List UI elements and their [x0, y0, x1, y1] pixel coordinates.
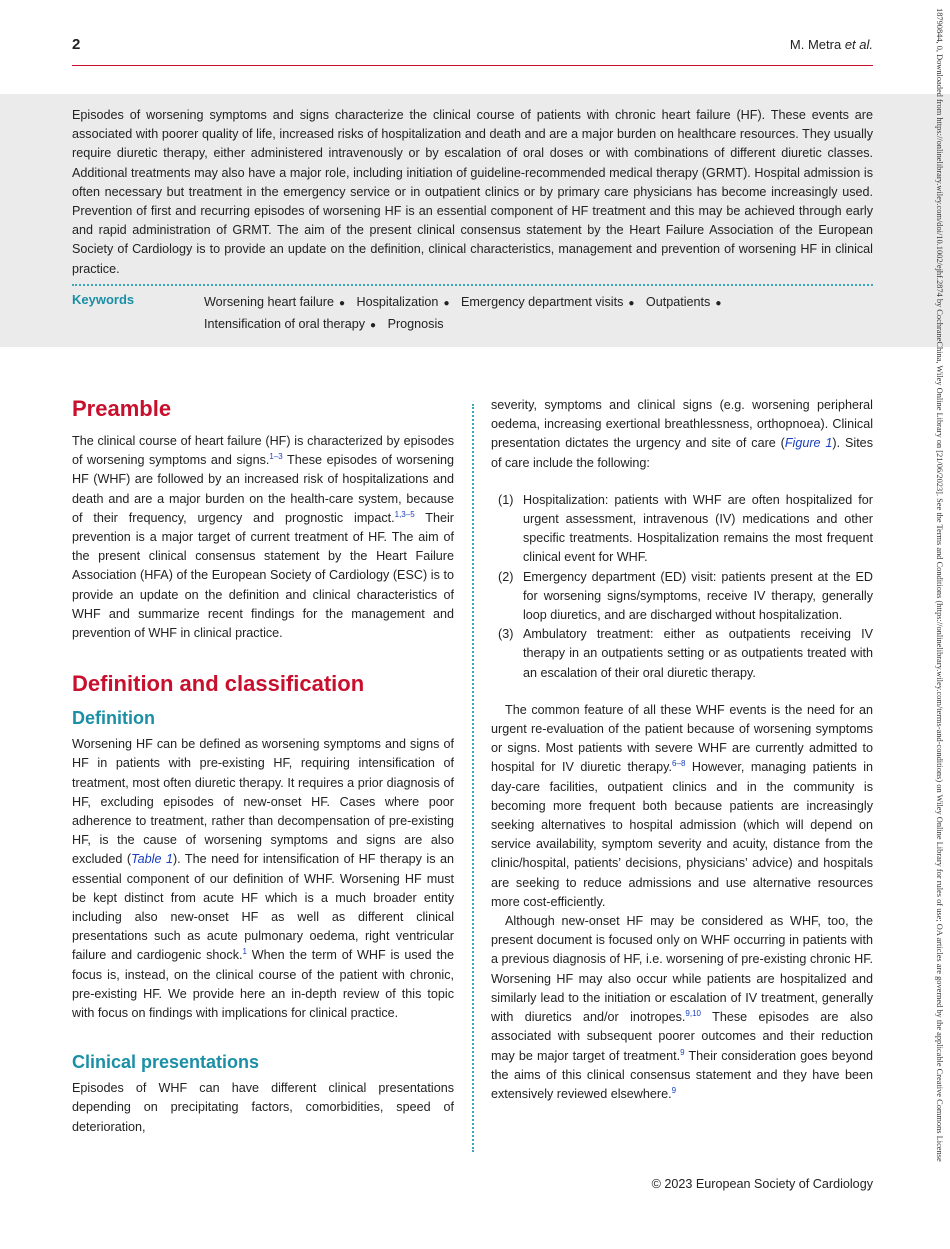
citation[interactable]: 1,3–5	[394, 509, 415, 519]
keywords-list	[204, 292, 824, 336]
keywords-label: Keywords	[72, 292, 135, 307]
bullet-icon: ●	[628, 298, 635, 309]
definition-classification-heading: Definition and classification	[72, 671, 365, 697]
download-side-note: 18790844, 0, Downloaded from https://onlinelibrary.wiley.com/doi/10.1002/ejhf.2874 by CochraneChina, Wiley Online Library on [21/06/2023]. See the Terms and Conditions (https://onlinelibrary.wiley.com/terms-and-conditions) on Wiley Online Library for rules of use; OA articles are governed by the applicable Creative Commons License	[935, 8, 944, 1162]
clinical-presentations-paragraph: Episodes of WHF can have different clinical presentations depending on precipitating factors, comorbidities, speed of deterioration,	[72, 1081, 454, 1134]
header-rule	[72, 65, 873, 66]
clinical-presentations-continued: severity, symptoms and clinical signs (e.g. worsening peripheral oedema, increasing exertional breathlessness, orthopnoea). Clinical presentation dictates the urgency and site of care (Figure 1). Sites of care include the following:	[491, 398, 873, 470]
preamble-paragraph: The clinical course of heart failure (HF) is characterized by episodes of worsening symptoms and signs.$^{1-3}$ These episodes of worsening HF (WHF) are followed by an increased risk of hospitalizations and death and are a major burden on the health-care system, because of their frequency, urgency and prognostic impact.$^{1,3-5}$ Their prevention is a major target of current treatment of HF. The aim of the present clinical consensus statement by the Heart Failure Association (HFA) of the European Society of Cardiology (ESC) is to provide an update on the definition and clinical characteristics of WHF and summarize recent findings for the management and prevention of WHF in clinical practice.	[72, 434, 454, 641]
citation[interactable]: 9,10	[685, 1008, 701, 1018]
bullet-icon: ●	[443, 298, 450, 309]
running-head	[790, 37, 873, 52]
page-number: 2	[72, 36, 81, 53]
keyword[interactable]: Emergency department visits ●	[460, 295, 635, 309]
keyword[interactable]: Intensification of oral therapy ●	[204, 317, 377, 331]
running-head-authors: M. Metra	[789, 37, 842, 52]
list-item: (1) Hospitalization: patients with WHF are often hospitalized for urgent assessment, intravenous (IV) medications and other specific treatments. Hospitalization remains the most frequent clinical event for WHF.	[498, 492, 873, 565]
definition-subheading: Definition	[72, 708, 155, 729]
abstract-text: Episodes of worsening symptoms and signs characterize the clinical course of patients with chronic heart failure (HF). These events are associated with poorer quality of life, increased risks of hospitalization and death and are a major burden on healthcare resources. They usually require diuretic therapy, either administered intravenously or by escalation of oral doses or with combinations of different diuretic classes. Additional treatments may also have a major role, including initiation of guideline-recommended medical therapy (GRMT). Hospital admission is often necessary but treatment in the emergency service or in outpatient clinics or by primary care physicians has become increasingly used. Prevention of first and recurring episodes of worsening HF is an essential component of HF treatment and this may be achieved through early and rapid administration of GRMT. The aim of the present clinical consensus statement by the Heart Failure Association of the European Society of Cardiology is to provide an update on the definition, clinical characteristics, management and prevention of worsening HF in clinical practice.	[72, 108, 873, 276]
keyword[interactable]: Outpatients ●	[645, 295, 722, 309]
preamble-heading: Preamble	[72, 396, 172, 421]
new-onset-paragraph: Although new-onset HF may be considered as WHF, too, the present document is focused only on WHF occurring in patients with a previous diagnosis of HF, i.e. worsening of pre-existing chronic HF. Worsening HF may also occur while patients are hospitalized and similarly lead to the initiation or escalation of IV treatment, generally with diuretics and/or inotropes.$^{9,10}$ These episodes are also associated with subsequent poorer outcomes and their reduction may be major target of treatment.$^9$ Their consideration goes beyond the aims of this clinical consensus statement and they have been extensively reviewed elsewhere.$^9$	[491, 914, 873, 1101]
table-link[interactable]: Table 1	[131, 852, 173, 867]
abstract-divider	[72, 284, 873, 286]
copyright-notice: © 2023 European Society of Cardiology	[651, 1177, 873, 1191]
running-head-etal: et al.	[844, 37, 873, 52]
citation[interactable]: 1–3	[269, 452, 283, 462]
citation[interactable]: 9	[680, 1047, 685, 1057]
citation[interactable]: 9	[671, 1085, 677, 1095]
clinical-presentations-heading: Clinical presentations	[72, 1052, 260, 1073]
citation[interactable]: 1	[242, 947, 247, 957]
bullet-icon: ●	[715, 298, 722, 309]
keyword[interactable]: Worsening heart failure ●	[204, 295, 346, 309]
keyword[interactable]: Prognosis	[387, 317, 444, 331]
keyword[interactable]: Hospitalization ●	[356, 295, 450, 309]
bullet-icon: ●	[370, 320, 377, 331]
list-item: (2) Emergency department (ED) visit: patients present at the ED for worsening signs/symptoms, receive IV therapy, generally loop diuretics, and are discharged without hospitalization.	[498, 569, 873, 623]
list-item: (3) Ambulatory treatment: either as outpatients receiving IV therapy in an outpatients setting or as outpatients treated with an escalation of their oral diuretic therapy.	[498, 627, 873, 680]
sites-of-care-list	[491, 491, 873, 683]
right-column	[491, 396, 873, 1104]
definition-paragraph: Worsening HF can be defined as worsening symptoms and signs of HF in patients with pre-existing HF, requiring intensification of treatment, most often diuretic therapy. It requires a prior diagnosis of HF, excluding episodes of new-onset HF. Cases where poor adherence to treatment, rather than decompensation of pre-existing HF, is the cause of worsening symptoms and signs are also excluded (Table 1). The need for intensification of HF therapy is an essential component of our definition of WHF. Worsening HF must be kept distinct from acute HF which is a much broader entity including also new-onset HF as well as different clinical presentations such as acute pulmonary oedema, right ventricular failure and cardiogenic shock.$^1$ When the term of WHF is used the focus is, instead, on the clinical course of the patient with chronic, pre-existing HF. We provide here an in-depth review of this topic with focus on findings with implications for clinical practice.	[72, 737, 455, 1021]
figure-link[interactable]: Figure 1	[784, 436, 833, 451]
left-column	[72, 396, 454, 1137]
column-divider	[472, 404, 474, 1152]
citation[interactable]: 6–8	[672, 759, 686, 769]
bullet-icon: ●	[338, 298, 346, 309]
common-feature-paragraph: The common feature of all these WHF events is the need for an urgent re-evaluation of the patient because of worsening symptoms or signs. Most patients with severe WHF are currently admitted to hospital for IV diuretic therapy.$^{6-8}$ However, managing patients in day-care facilities, outpatient clinics and in the community is becoming more frequent both because patients are increasingly seeking alternatives to hospital admission (which will depend on service availability, symptom severity and acuity, distance from the clinic/hospital, patients’ decisions, physicians’ advice) and hospitals are seeking to reduce admissions and use alternative resources more cost-efficiently.	[491, 702, 873, 909]
